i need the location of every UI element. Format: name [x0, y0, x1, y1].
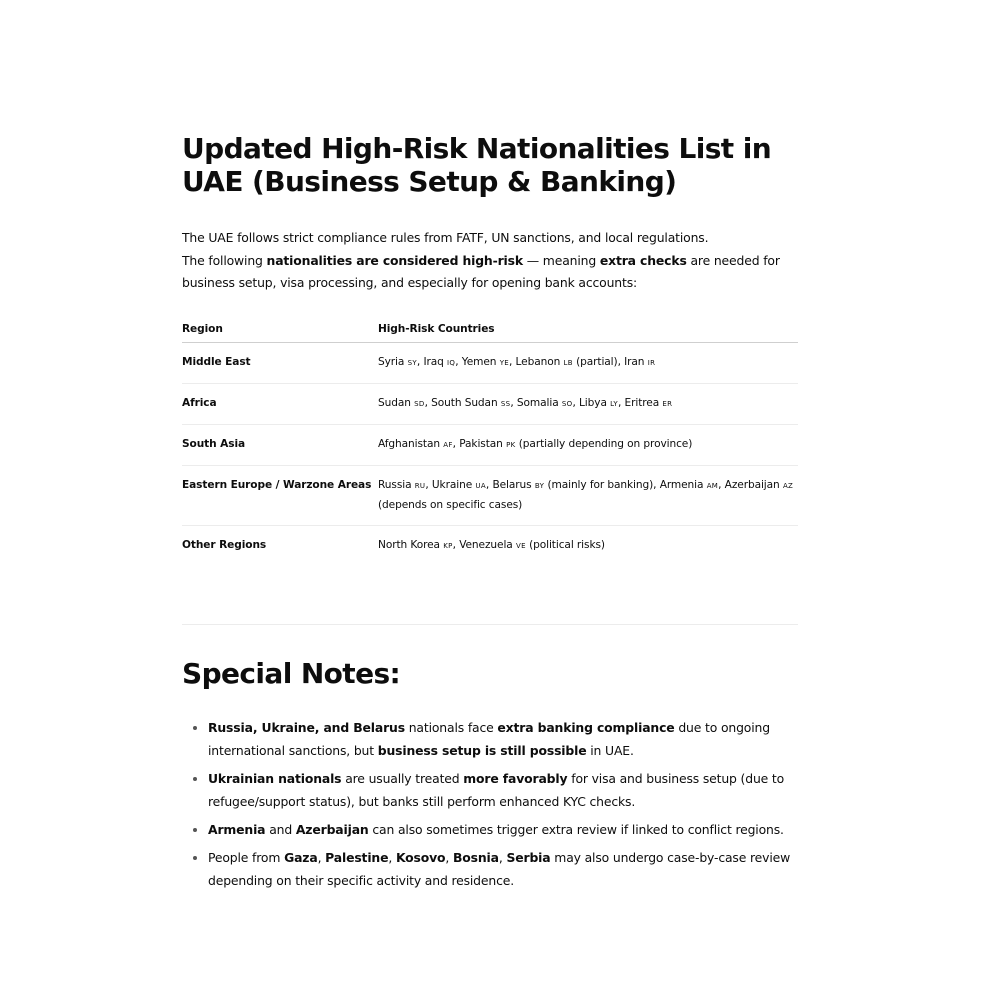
note-bold-text: extra banking compliance	[497, 719, 675, 735]
country-code: ER	[662, 399, 673, 408]
country-note: (partially depending on province)	[518, 437, 693, 450]
country-code: AZ	[782, 481, 794, 490]
note-bold-text: Armenia	[208, 821, 266, 837]
country-note: (mainly for banking)	[547, 478, 654, 491]
note-bold-text: Palestine	[325, 849, 389, 865]
country-name: Azerbaijan	[724, 478, 780, 491]
country-name: Pakistan	[459, 437, 503, 450]
countries-cell: Russia RU, Ukraine UA, Belarus BY (mainly for banking), Armenia AM, Azerbaijan AZ (depends on specific cases)	[378, 465, 798, 525]
countries-cell: North Korea KP, Venezuela VE (political risks)	[378, 538, 605, 551]
country-name: Lebanon	[515, 355, 561, 368]
country-code: IR	[647, 358, 656, 367]
notes-list	[182, 716, 798, 892]
country-name: Syria	[378, 355, 405, 368]
intro-paragraph	[182, 227, 798, 295]
note-bold-text: Azerbaijan	[295, 821, 369, 837]
note-bold-text: Kosovo	[395, 849, 446, 865]
note-text: in UAE.	[586, 742, 634, 758]
country-name: Armenia	[659, 478, 704, 491]
table-header-row	[182, 317, 798, 343]
note-text: due to ongoing international sanctions, but	[208, 719, 770, 758]
list-item	[208, 818, 798, 841]
country-code: SS	[500, 399, 511, 408]
region-cell: Other Regions	[182, 538, 267, 551]
note-bold-text: more favorably	[463, 770, 568, 786]
table-row	[182, 383, 798, 424]
header-countries: High-Risk Countries	[378, 317, 798, 343]
note-text: People from	[208, 849, 285, 865]
note-bold-text: business setup is still possible	[377, 742, 587, 758]
country-code: YE	[499, 358, 509, 367]
country-name: Iran	[624, 355, 645, 368]
country-name: Iraq	[423, 355, 444, 368]
table-body	[182, 342, 798, 566]
note-text: are usually treated	[341, 770, 464, 786]
list-item	[208, 846, 798, 892]
list-item	[208, 716, 798, 762]
page-title: Updated High-Risk Nationalities List in UAE (Business Setup & Banking)	[182, 132, 772, 198]
region-cell: Eastern Europe / Warzone Areas	[182, 465, 378, 525]
region-cell: Middle East	[182, 342, 378, 383]
intro-text: are needed for business setup, visa processing, and especially for opening bank accounts:	[182, 252, 780, 290]
intro-text: — meaning	[522, 252, 600, 268]
country-code: SD	[414, 399, 425, 408]
note-bold-text: Serbia	[506, 849, 551, 865]
country-name: Libya	[579, 396, 607, 409]
country-note: (partial)	[576, 355, 618, 368]
country-name: North Korea	[378, 538, 440, 551]
country-note: (depends on specific cases)	[378, 498, 523, 511]
countries-cell: Syria SY, Iraq IQ, Yemen YE, Lebanon LB (partial), Iran IR	[378, 342, 798, 383]
region-cell: South Asia	[182, 424, 378, 465]
country-code: BY	[534, 481, 545, 490]
country-code: SY	[407, 358, 417, 367]
country-name: Ukraine	[431, 478, 473, 491]
list-item	[208, 767, 798, 813]
country-code: PK	[506, 440, 516, 449]
table-row	[182, 342, 798, 383]
note-bold-text: Russia, Ukraine, and Belarus	[208, 719, 405, 735]
country-name: Russia	[378, 478, 412, 491]
note-bold-text: Bosnia	[453, 849, 499, 865]
country-name: South Sudan	[431, 396, 498, 409]
note-bold-text: Ukrainian nationals	[208, 770, 342, 786]
high-risk-table	[182, 317, 798, 566]
intro-line-1: The UAE follows strict compliance rules from FATF, UN sanctions, and local regulations.	[182, 230, 709, 245]
note-text: ,	[498, 849, 507, 865]
table-row	[182, 424, 798, 465]
table-row	[182, 465, 798, 525]
country-code: AF	[443, 440, 453, 449]
countries-cell: Afghanistan AF, Pakistan PK (partially depending on province)	[378, 424, 798, 465]
country-code: RU	[414, 481, 426, 490]
table-row	[182, 525, 798, 566]
document-content	[182, 132, 798, 897]
country-code: UA	[475, 481, 486, 490]
country-code: LY	[610, 399, 618, 408]
country-note: (political risks)	[529, 538, 605, 551]
note-text: ,	[445, 849, 453, 865]
country-name: Venezuela	[459, 538, 513, 551]
header-region: Region	[182, 317, 378, 343]
note-bold-text: Gaza	[284, 849, 318, 865]
country-name: Yemen	[461, 355, 497, 368]
country-code: LB	[563, 358, 573, 367]
country-name: Somalia	[516, 396, 559, 409]
note-text: ,	[388, 849, 396, 865]
note-text: nationals face	[404, 719, 498, 735]
notes-title: Special Notes:	[182, 656, 401, 690]
region-cell: Africa	[182, 383, 378, 424]
note-text: for visa and business setup (due to refugee/support status), but banks still perform enhanced KYC checks.	[208, 770, 785, 809]
country-code: IQ	[447, 358, 456, 367]
country-code: VE	[515, 541, 526, 550]
country-name: Belarus	[492, 478, 532, 491]
intro-text: The following	[182, 252, 267, 268]
country-name: Eritrea	[624, 396, 660, 409]
note-text: can also sometimes trigger extra review if linked to conflict regions.	[368, 821, 784, 837]
note-text: may also undergo case-by-case review depending on their specific activity and residence.	[208, 849, 791, 888]
note-text: and	[265, 821, 296, 837]
intro-bold-text: nationalities are considered high-risk	[266, 252, 523, 268]
country-name: Sudan	[378, 396, 411, 409]
intro-bold-text: extra checks	[599, 252, 687, 268]
intro-line-2	[182, 250, 798, 295]
countries-cell: Sudan SD, South Sudan SS, Somalia SO, Libya LY, Eritrea ER	[378, 383, 798, 424]
country-code: SO	[561, 399, 573, 408]
country-name: Afghanistan	[378, 437, 440, 450]
country-code: KP	[443, 541, 453, 550]
country-code: AM	[706, 481, 719, 490]
note-text: ,	[317, 849, 326, 865]
section-divider	[182, 624, 798, 625]
